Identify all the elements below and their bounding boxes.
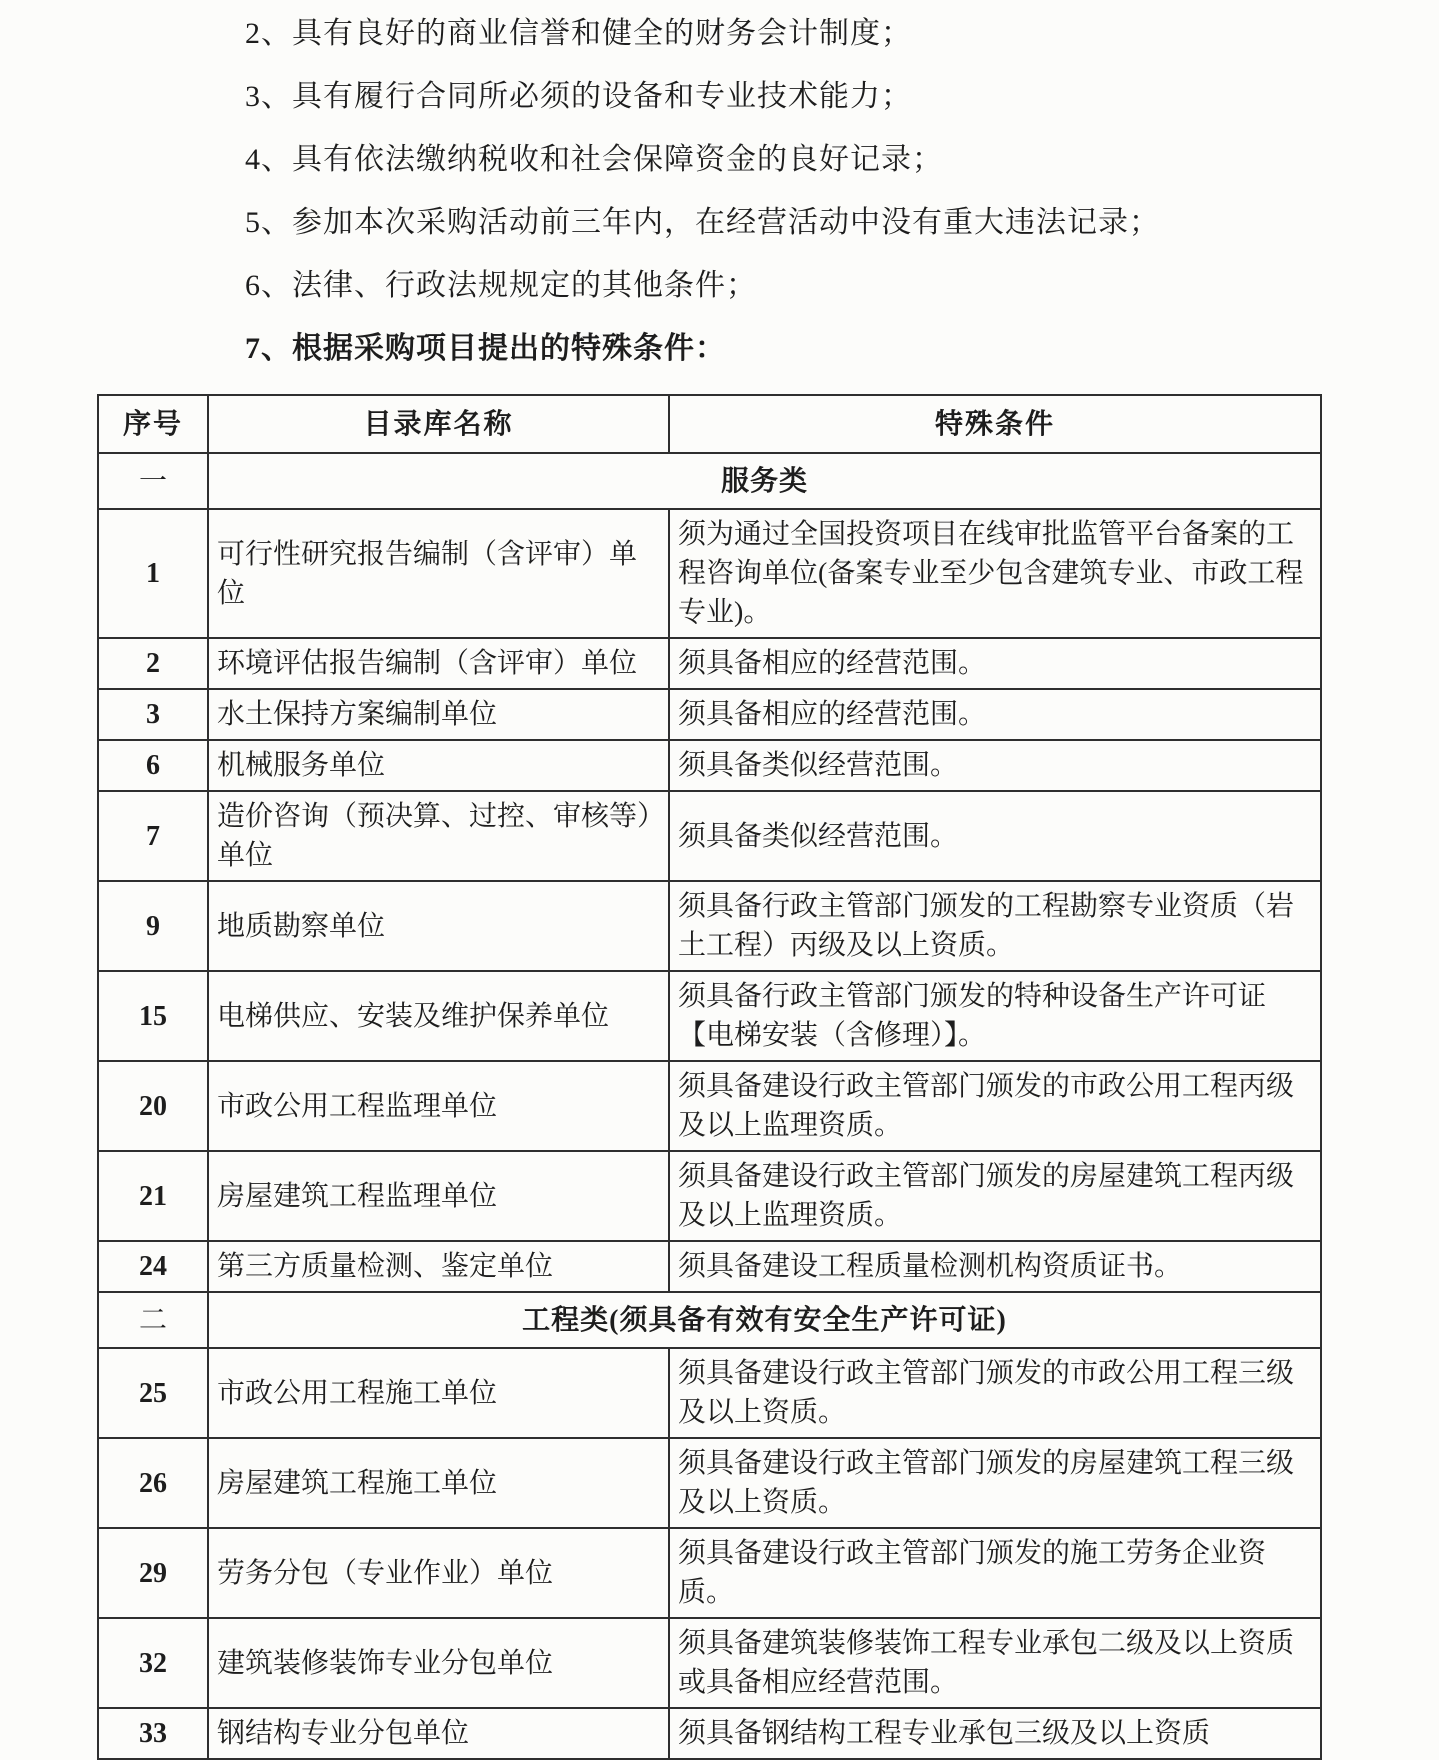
header-serial-number: 序号 xyxy=(98,395,208,453)
table-row xyxy=(98,1618,1321,1708)
special-condition-cell: 须具备建筑装修装饰工程专业承包二级及以上资质或具备相应经营范围。 xyxy=(669,1618,1321,1708)
condition-list-item: 2、具有良好的商业信誉和健全的财务会计制度； xyxy=(245,17,912,50)
special-condition-cell: 须具备建设行政主管部门颁发的市政公用工程三级及以上资质。 xyxy=(669,1348,1321,1438)
section-number: 一 xyxy=(98,453,208,509)
row-serial-number: 6 xyxy=(98,740,208,791)
condition-list-item: 4、具有依法缴纳税收和社会保障资金的良好记录； xyxy=(245,143,943,176)
section-row xyxy=(98,453,1321,509)
catalog-name-cell: 房屋建筑工程监理单位 xyxy=(208,1151,669,1241)
row-serial-number: 33 xyxy=(98,1708,208,1759)
header-catalog-name: 目录库名称 xyxy=(208,395,669,453)
row-serial-number: 20 xyxy=(98,1061,208,1151)
catalog-name-cell: 劳务分包（专业作业）单位 xyxy=(208,1528,669,1618)
catalog-name-cell: 造价咨询（预决算、过控、审核等）单位 xyxy=(208,791,669,881)
special-condition-cell: 须具备相应的经营范围。 xyxy=(669,689,1321,740)
special-condition-cell: 须具备建设行政主管部门颁发的施工劳务企业资质。 xyxy=(669,1528,1321,1618)
special-condition-cell: 须具备类似经营范围。 xyxy=(669,740,1321,791)
table-row xyxy=(98,881,1321,971)
row-serial-number: 1 xyxy=(98,509,208,638)
catalog-name-cell: 环境评估报告编制（含评审）单位 xyxy=(208,638,669,689)
condition-list-item: 5、参加本次采购活动前三年内，在经营活动中没有重大违法记录； xyxy=(245,206,1160,239)
header-special-condition: 特殊条件 xyxy=(669,395,1321,453)
special-condition-cell: 须具备行政主管部门颁发的工程勘察专业资质（岩土工程）丙级及以上资质。 xyxy=(669,881,1321,971)
catalog-name-cell: 可行性研究报告编制（含评审）单位 xyxy=(208,509,669,638)
table-header-row xyxy=(98,395,1321,453)
table-row xyxy=(98,509,1321,638)
table-row xyxy=(98,638,1321,689)
condition-list-item: 7、根据采购项目提出的特殊条件： xyxy=(245,332,726,365)
special-condition-cell: 须具备行政主管部门颁发的特种设备生产许可证【电梯安装（含修理）】。 xyxy=(669,971,1321,1061)
catalog-name-cell: 市政公用工程施工单位 xyxy=(208,1348,669,1438)
row-serial-number: 25 xyxy=(98,1348,208,1438)
catalog-name-cell: 第三方质量检测、鉴定单位 xyxy=(208,1241,669,1292)
table-row xyxy=(98,1528,1321,1618)
special-condition-cell: 须具备类似经营范围。 xyxy=(669,791,1321,881)
table-row xyxy=(98,1241,1321,1292)
special-condition-cell: 须为通过全国投资项目在线审批监管平台备案的工程咨询单位(备案专业至少包含建筑专业、市政工程专业)。 xyxy=(669,509,1321,638)
special-condition-cell: 须具备钢结构工程专业承包三级及以上资质 xyxy=(669,1708,1321,1759)
catalog-name-cell: 市政公用工程监理单位 xyxy=(208,1061,669,1151)
catalog-name-cell: 电梯供应、安装及维护保养单位 xyxy=(208,971,669,1061)
catalog-name-cell: 地质勘察单位 xyxy=(208,881,669,971)
table-row xyxy=(98,971,1321,1061)
catalog-name-cell: 机械服务单位 xyxy=(208,740,669,791)
special-condition-cell: 须具备相应的经营范围。 xyxy=(669,638,1321,689)
section-number: 二 xyxy=(98,1292,208,1348)
section-row xyxy=(98,1292,1321,1348)
row-serial-number: 7 xyxy=(98,791,208,881)
table-row xyxy=(98,740,1321,791)
catalog-name-cell: 房屋建筑工程施工单位 xyxy=(208,1438,669,1528)
special-condition-cell: 须具备建设工程质量检测机构资质证书。 xyxy=(669,1241,1321,1292)
scanned-document-page xyxy=(0,16,1439,1749)
special-conditions-table xyxy=(97,394,1322,1760)
special-condition-cell: 须具备建设行政主管部门颁发的房屋建筑工程三级及以上资质。 xyxy=(669,1438,1321,1528)
row-serial-number: 24 xyxy=(98,1241,208,1292)
catalog-name-cell: 建筑装修装饰专业分包单位 xyxy=(208,1618,669,1708)
condition-list-item: 3、具有履行合同所必须的设备和专业技术能力； xyxy=(245,80,912,113)
table-row xyxy=(98,1708,1321,1759)
table-row xyxy=(98,1438,1321,1528)
table-row xyxy=(98,689,1321,740)
row-serial-number: 15 xyxy=(98,971,208,1061)
table-row xyxy=(98,1061,1321,1151)
row-serial-number: 26 xyxy=(98,1438,208,1528)
catalog-name-cell: 水土保持方案编制单位 xyxy=(208,689,669,740)
catalog-name-cell: 钢结构专业分包单位 xyxy=(208,1708,669,1759)
section-title: 工程类(须具备有效有安全生产许可证) xyxy=(208,1292,1321,1348)
special-condition-cell: 须具备建设行政主管部门颁发的房屋建筑工程丙级及以上监理资质。 xyxy=(669,1151,1321,1241)
row-serial-number: 3 xyxy=(98,689,208,740)
numbered-conditions-list xyxy=(245,16,1379,367)
row-serial-number: 21 xyxy=(98,1151,208,1241)
special-condition-cell: 须具备建设行政主管部门颁发的市政公用工程丙级及以上监理资质。 xyxy=(669,1061,1321,1151)
row-serial-number: 29 xyxy=(98,1528,208,1618)
table-row xyxy=(98,791,1321,881)
table-row xyxy=(98,1151,1321,1241)
section-title: 服务类 xyxy=(208,453,1321,509)
table-row xyxy=(98,1348,1321,1438)
row-serial-number: 9 xyxy=(98,881,208,971)
row-serial-number: 2 xyxy=(98,638,208,689)
condition-list-item: 6、法律、行政法规规定的其他条件； xyxy=(245,269,757,302)
row-serial-number: 32 xyxy=(98,1618,208,1708)
